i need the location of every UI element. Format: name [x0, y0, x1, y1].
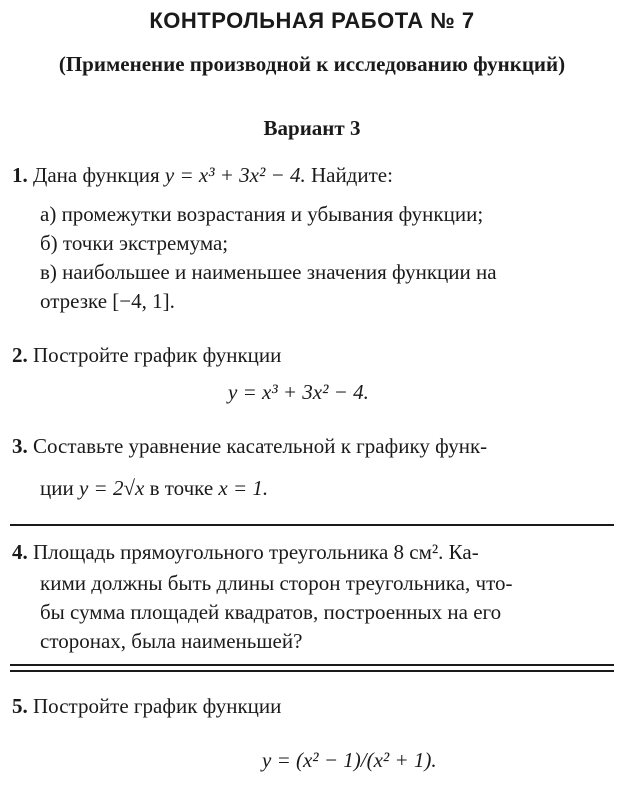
task-5-text: Постройте график функции [33, 694, 282, 718]
task-3-number: 3. [12, 434, 28, 458]
task-1-item-c-line1: в) наибольшее и наименьшее значения функции на [40, 260, 497, 284]
task-3-word: ции [40, 476, 74, 500]
task-1-after: Найдите: [310, 163, 393, 187]
task-3-point-label: в точке [149, 476, 214, 500]
task-2-formula: y = x³ + 3x² − 4. [228, 380, 369, 404]
task-2-number: 2. [12, 343, 28, 367]
task-2-statement [12, 343, 281, 368]
separator-line-2 [10, 664, 614, 666]
separator-line-1 [10, 524, 614, 526]
task-5-formula: y = (x² − 1)/(x² + 1). [262, 748, 437, 772]
task-3-line2 [40, 476, 268, 501]
task-1-statement [12, 163, 393, 188]
task-3-formula: y = 2√x [78, 476, 145, 500]
task-3-point: x = 1. [218, 476, 269, 500]
task-1-item-b: б) точки экстремума; [40, 231, 229, 255]
task-4-line2: кими должны быть длины сторон треугольника, что- [40, 571, 513, 595]
separator-line-3 [10, 670, 614, 672]
task-4-number: 4. [12, 540, 28, 564]
task-1-formula: y = x³ + 3x² − 4. [164, 163, 306, 187]
task-1-item-c-line2: отрезке [−4, 1]. [40, 289, 175, 313]
task-1-number: 1. [12, 163, 28, 187]
page-title: КОНТРОЛЬНАЯ РАБОТА № 7 [149, 8, 475, 33]
page-subtitle: (Применение производной к исследованию функций) [58, 52, 566, 76]
task-3-text: Составьте уравнение касательной к графику функ- [33, 434, 488, 458]
task-4-line4: сторонах, была наименьшей? [40, 629, 303, 653]
task-4-line3: бы сумма площадей квадратов, построенных на его [40, 600, 502, 624]
variant-label: Вариант 3 [263, 116, 361, 140]
task-4-line1 [12, 540, 479, 565]
task-2-text: Постройте график функции [33, 343, 282, 367]
task-4-text-1: Площадь прямоугольного треугольника 8 см². Ка- [33, 540, 479, 564]
task-3-line1 [12, 434, 487, 459]
task-5-number: 5. [12, 694, 28, 718]
task-1-intro: Дана функция [33, 163, 160, 187]
task-5-statement [12, 694, 281, 719]
task-1-item-a: а) промежутки возрастания и убывания функции; [40, 202, 484, 226]
